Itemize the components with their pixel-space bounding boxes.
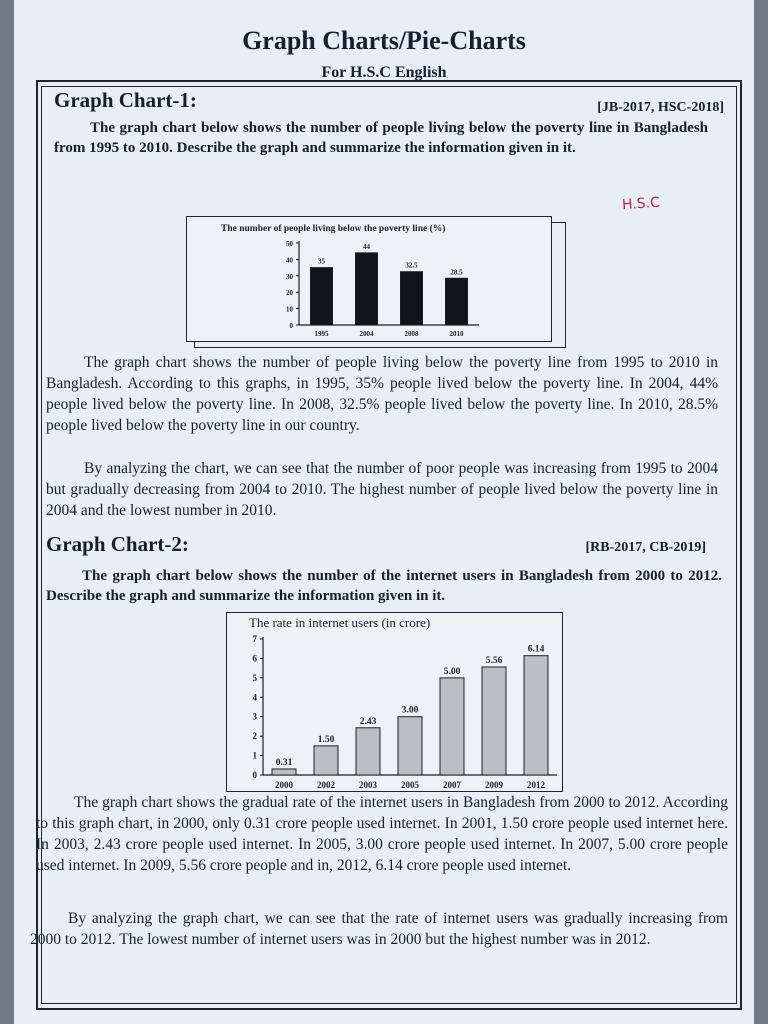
document-page <box>14 0 754 1024</box>
section2-reference: [RB-2017, CB-2019] <box>585 540 706 555</box>
handwritten-note: H.S.C <box>621 194 661 214</box>
y-tick-label: 30 <box>286 272 293 281</box>
page-title: Graph Charts/Pie-Charts <box>242 26 526 55</box>
x-category-label: 2005 <box>401 780 419 790</box>
x-category-label: 2008 <box>404 330 419 338</box>
section1-reference: [JB-2017, HSC-2018] <box>597 100 724 115</box>
y-tick-label: 20 <box>286 289 293 298</box>
bar <box>482 667 506 775</box>
x-category-label: 2004 <box>359 330 374 338</box>
bar <box>272 769 296 775</box>
x-category-label: 2003 <box>359 780 377 790</box>
bar <box>311 268 333 325</box>
y-tick-label: 4 <box>252 692 257 703</box>
section1-heading: Graph Chart-1: <box>54 88 197 112</box>
y-tick-label: 1 <box>252 750 257 761</box>
bar <box>356 728 380 775</box>
x-category-label: 2009 <box>485 780 503 790</box>
section2-paragraph-2: By analyzing the graph chart, we can see that the rate of internet users was gradually increasing from 2000 to 2012. The lowest number of internet users was in 2000 but the highest number was in 2012. <box>30 910 728 948</box>
bar <box>398 717 422 775</box>
bar-value-label: 0.31 <box>275 757 293 768</box>
section2-question: The graph chart below shows the number of the internet users in Bangladesh from 2000 to 2012. Describe the graph and summarize the information given in it. <box>46 568 722 604</box>
bar-value-label: 6.14 <box>527 644 545 655</box>
page-subtitle: For H.S.C English <box>321 64 447 81</box>
bar-value-label: 5.00 <box>443 666 461 677</box>
section2-heading: Graph Chart-2: <box>46 532 189 556</box>
y-tick-label: 5 <box>252 672 257 683</box>
x-category-label: 1995 <box>314 330 329 338</box>
chart1-frame <box>186 216 552 342</box>
x-category-label: 2012 <box>527 780 545 790</box>
x-category-label: 2000 <box>275 780 293 790</box>
section1-paragraph-1: The graph chart shows the number of people living below the poverty line from 1995 to 2010 in Bangladesh. According to this graphs, in 1995, 35% people lived below the poverty line. In 2004, 44% people lived below the poverty line. In 2008, 32.5% people lived below the poverty line. In 2010, 28.5% people lived below the poverty line in our country. <box>46 354 718 434</box>
bar <box>446 278 468 325</box>
section1-question: The graph chart below shows the number of people living below the poverty line in Bangladesh from 1995 to 2010. Describe the graph and summarize the information given in it. <box>54 120 708 156</box>
section2-paragraph-1: The graph chart shows the gradual rate of the internet users in Bangladesh from 2000 to 2012. According to this graph chart, in 2000, only 0.31 crore people used internet. In 2001, 1.50 crore people used internet here. In 2003, 2.43 crore people used internet. In 2005, 3.00 crore people used internet. In 2007, 5.00 crore people used internet. In 2009, 5.56 crore people and in, 2012, 6.14 crore people used internet. <box>36 794 728 874</box>
bar-value-label: 44 <box>363 242 370 251</box>
bar-value-label: 32.5 <box>405 261 418 270</box>
bar-value-label: 1.50 <box>317 734 335 745</box>
x-category-label: 2010 <box>449 330 464 338</box>
bar-value-label: 2.43 <box>359 716 377 727</box>
y-tick-label: 3 <box>252 711 257 722</box>
bar-value-label: 5.56 <box>485 655 503 666</box>
y-tick-label: 0 <box>252 770 257 780</box>
bar <box>440 678 464 775</box>
chart-title: The rate in internet users (in crore) <box>249 615 431 630</box>
y-tick-label: 7 <box>252 634 257 644</box>
bar-value-label: 28.5 <box>450 268 463 277</box>
y-tick-label: 6 <box>252 653 257 664</box>
chart-title: The number of people living below the poverty line (%) <box>221 224 446 234</box>
x-category-label: 2007 <box>443 780 461 790</box>
chart1-svg <box>187 217 550 340</box>
bar <box>524 656 548 775</box>
bar-value-label: 3.00 <box>401 705 419 716</box>
x-category-label: 2002 <box>317 780 335 790</box>
bar-value-label: 35 <box>318 257 325 266</box>
section1-paragraph-2: By analyzing the chart, we can see that the number of poor people was increasing from 1995 to 2004 but gradually decreasing from 2004 to 2010. The highest number of people lived below the poverty line in 2004 and the lowest number in 2010. <box>46 460 718 519</box>
bar <box>401 272 423 325</box>
chart2-frame <box>226 612 563 792</box>
y-tick-label: 40 <box>286 256 293 265</box>
bar <box>314 746 338 775</box>
y-tick-label: 50 <box>286 240 293 248</box>
y-tick-label: 2 <box>252 731 257 742</box>
chart2-svg <box>227 613 561 790</box>
y-tick-label: 0 <box>289 322 293 330</box>
bar <box>356 253 378 325</box>
y-tick-label: 10 <box>286 305 293 314</box>
